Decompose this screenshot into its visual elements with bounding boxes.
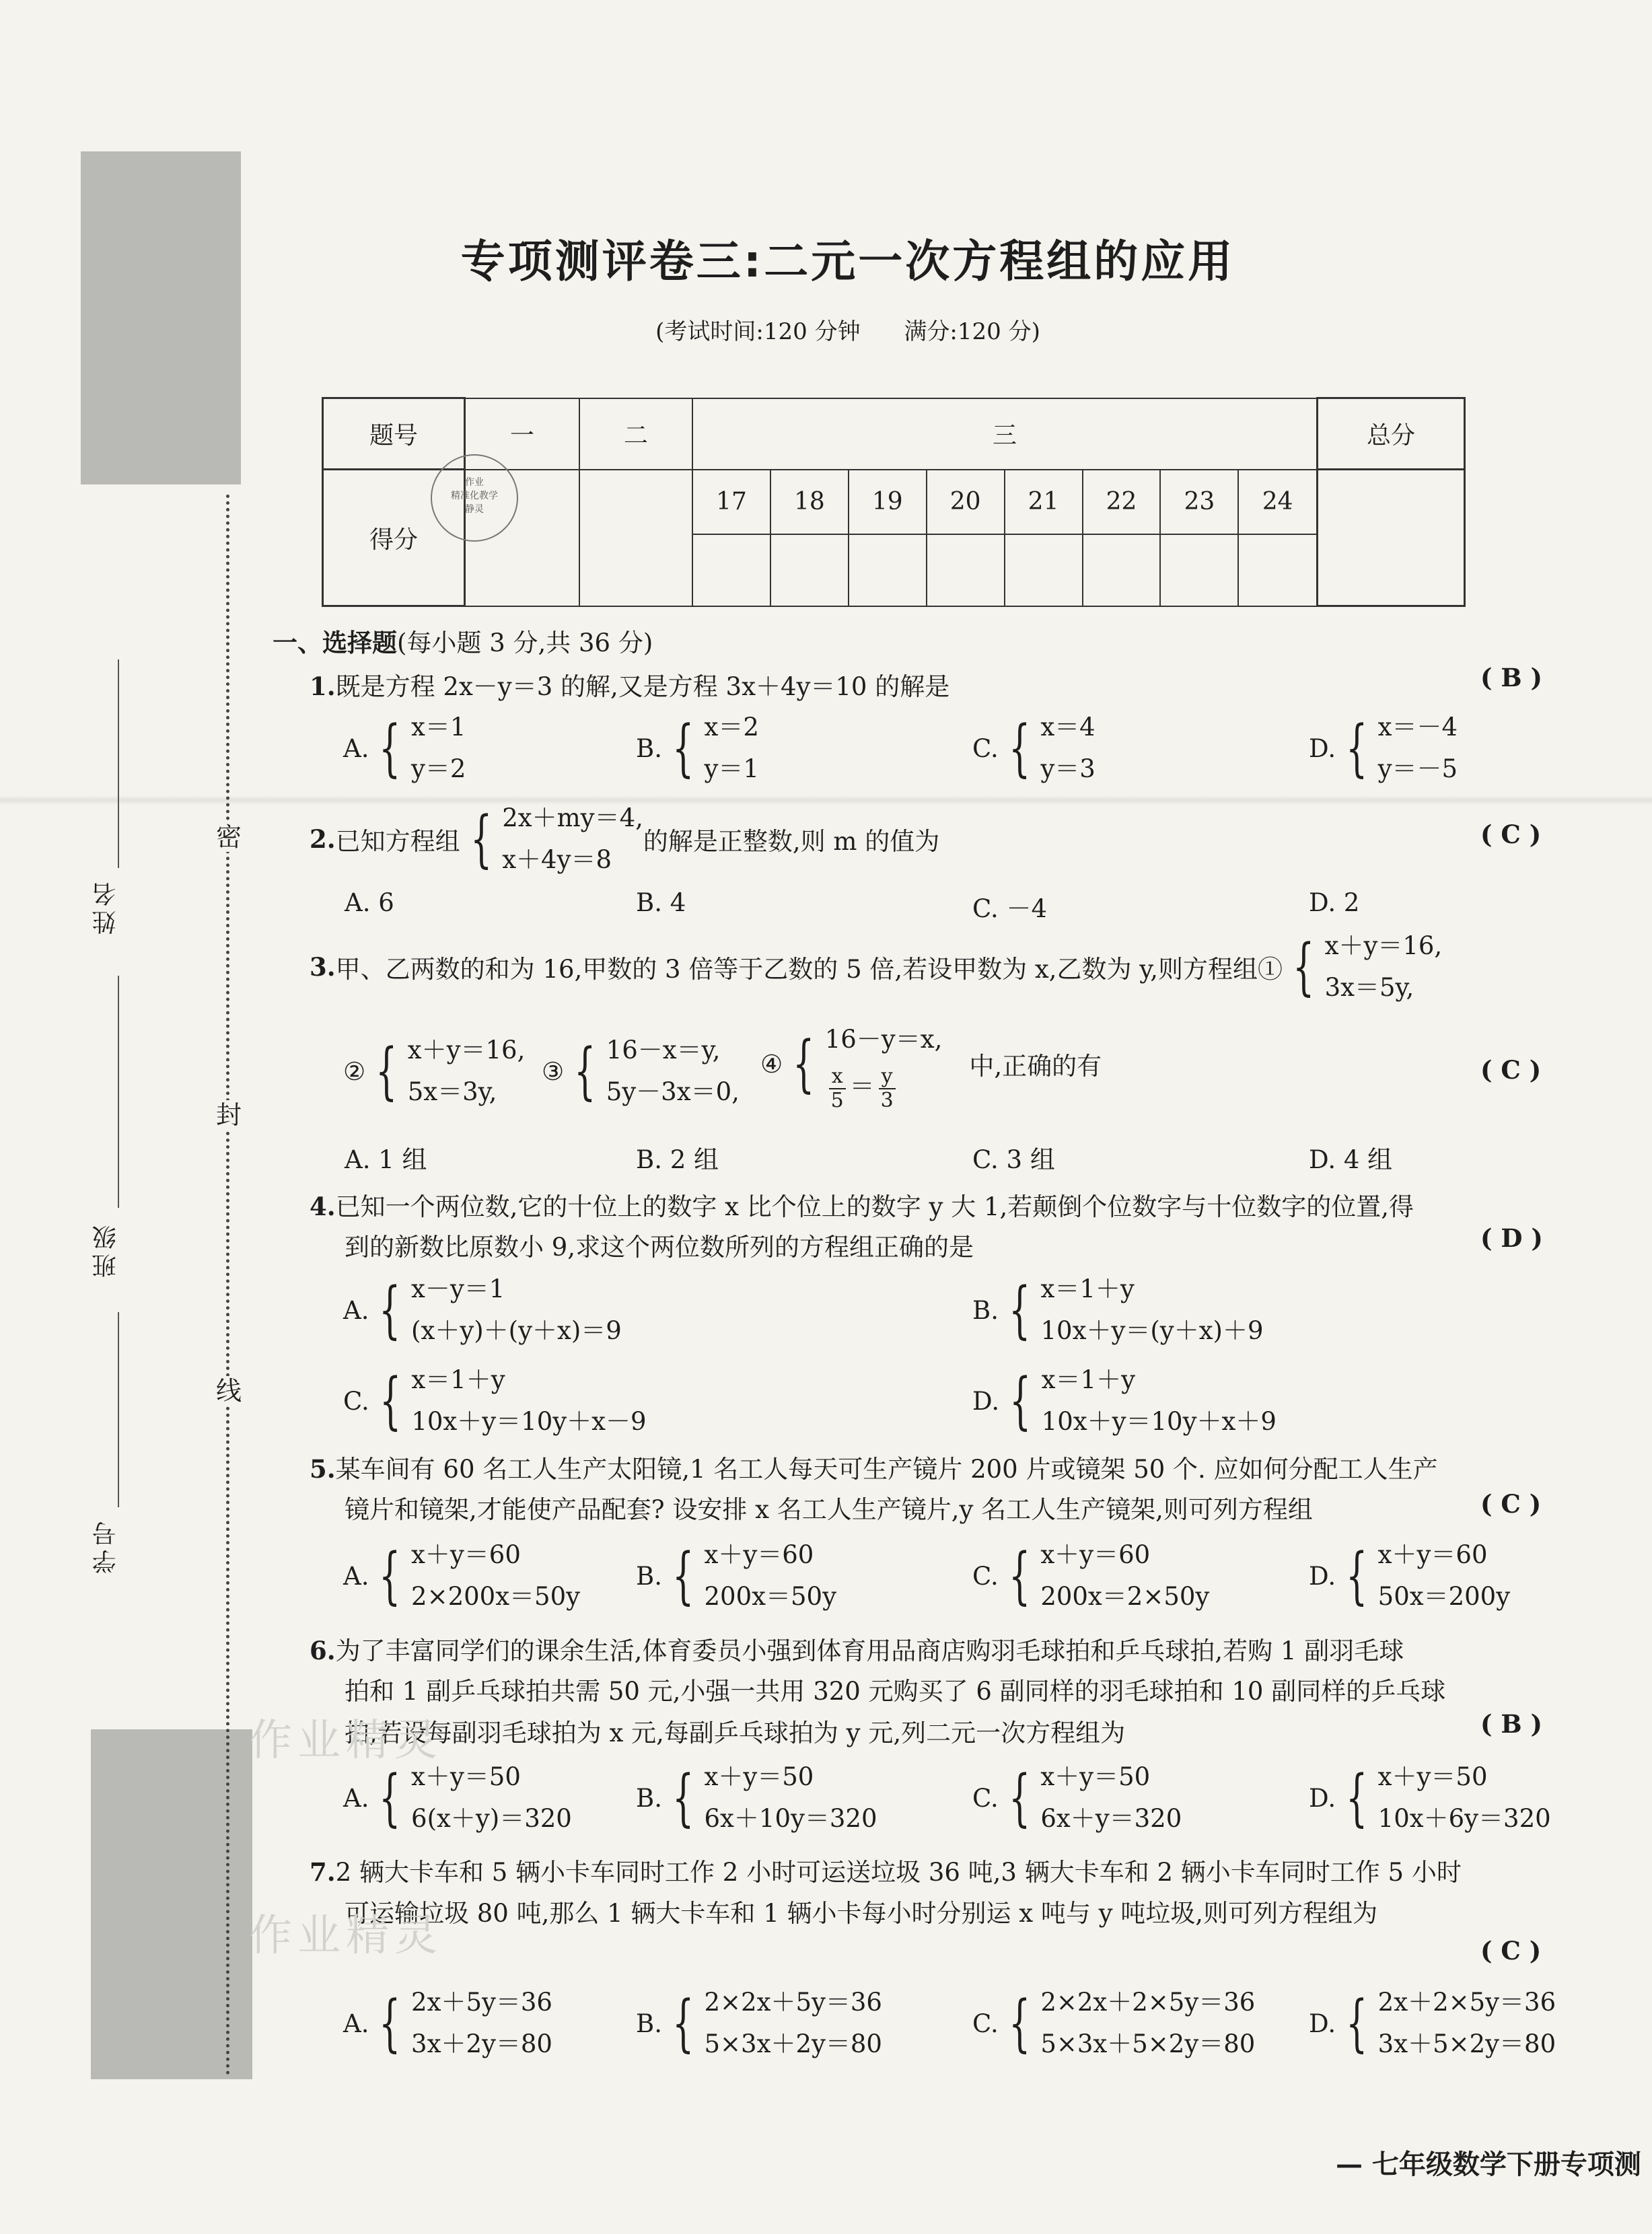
exam-info: (考试时间:120 分钟 满分:120 分) [655,318,1040,345]
question-2: 2. 已知方程组 { 2x＋my＝4, x＋4y＝8 的解是正整数,则 m 的值为 [310,803,940,875]
score-cell[interactable] [927,534,1005,606]
section-1-heading: 一、选择题(每小题 3 分,共 36 分) [273,628,653,657]
q1-option-b[interactable]: B. { x＝2 y＝1 [636,712,759,784]
q2-option-a[interactable]: A. 6 [345,888,394,917]
answer-5: ( C ) [1480,1489,1542,1519]
question-number: 21 [1005,470,1083,534]
q2-option-c[interactable]: C. －4 [972,894,1048,923]
score-cell[interactable] [1238,534,1317,606]
row-header-score: 得分 [323,470,465,606]
answer-6: ( B ) [1480,1709,1543,1739]
q3-system-4: ④ { 16－y＝x, $\frac{x}{5}$ ＝ $\frac{y}{3}$ 中,正确的有 [760,1025,1102,1112]
total-header: 总分 [1318,398,1465,470]
score-cell-section-2[interactable] [579,470,692,606]
q3-option-b[interactable]: B. 2 组 [636,1145,719,1174]
watermark: 作业精灵 [249,1911,443,1961]
name-label: 姓名 [92,878,120,935]
q5-option-a[interactable]: A. { x＋y＝60 2×200x＝50y [343,1540,581,1612]
question-4-line-1: 4.已知一个两位数,它的十位上的数字 x 比个位上的数字 y 大 1,若颠倒个位数字与十位数字的位置,得 [310,1192,1414,1221]
q5-option-c[interactable]: C. { x＋y＝60 200x＝2×50y [972,1540,1210,1612]
scan-grey-block-top [81,151,241,484]
q2-option-b[interactable]: B. 4 [636,888,686,917]
question-3: 3. 甲、乙两数的和为 16,甲数的 3 倍等于乙数的 5 倍,若设甲数为 x,乙数为 y,则方程组① { x＋y＝16, 3x＝5y, [310,931,1443,1003]
answer-1: ( B ) [1480,663,1543,692]
score-cell[interactable] [1005,534,1083,606]
row-header-question: 题号 [323,398,465,470]
q4-option-d[interactable]: D. { x＝1＋y 10x＋y＝10y＋x＋9 [972,1365,1277,1437]
question-1: 1.既是方程 2x－y＝3 的解,又是方程 3x＋4y＝10 的解是 [310,672,950,701]
q3-option-c[interactable]: C. 3 组 [972,1145,1055,1174]
q4-option-b[interactable]: B. { x＝1＋y 10x＋y＝(y＋x)＋9 [972,1274,1264,1346]
section-2-header: 二 [579,398,692,470]
score-cell-total[interactable] [1318,470,1465,606]
q1-option-c[interactable]: C. { x＝4 y＝3 [972,712,1096,784]
q7-option-d[interactable]: D. { 2x＋2×5y＝36 3x＋5×2y＝80 [1309,1987,1556,2059]
q6-option-c[interactable]: C. { x＋y＝50 6x＋y＝320 [972,1762,1182,1834]
q6-option-a[interactable]: A. { x＋y＝50 6(x＋y)＝320 [343,1762,572,1834]
seal-char-feng: 封 [214,1100,244,1130]
question-5-line-2: 镜片和镜架,才能使产品配套? 设安排 x 名工人生产镜片,y 名工人生产镜架,则可列方程组 [345,1495,1313,1524]
answer-4: ( D ) [1480,1223,1543,1253]
page-footer: — 七年级数学下册专项测 [1336,2149,1641,2180]
q6-option-b[interactable]: B. { x＋y＝50 6x＋10y＝320 [636,1762,877,1834]
class-label: 班级 [92,1221,120,1278]
question-5-line-1: 5.某车间有 60 名工人生产太阳镜,1 名工人每天可生产镜片 200 片或镜架 50 个. 应如何分配工人生产 [310,1454,1438,1484]
seal-char-xian: 线 [214,1376,244,1406]
question-7-line-2: 可运输垃圾 80 吨,那么 1 辆大卡车和 1 辆小卡每小时分别运 x 吨与 y 吨垃圾,则可列方程组为 [345,1899,1378,1928]
stamp-seal: 作业 精准化教学 静灵 [431,454,518,542]
score-cell[interactable] [1160,534,1238,606]
question-7-line-1: 7.2 辆大卡车和 5 辆小卡车同时工作 2 小时可运送垃圾 36 吨,3 辆大卡车和 2 辆小卡车同时工作 5 小时 [310,1857,1462,1887]
question-number: 17 [692,470,770,534]
class-line [118,976,119,1208]
binding-dotted-line [226,495,229,2076]
q7-option-c[interactable]: C. { 2×2x＋2×5y＝36 5×3x＋5×2y＝80 [972,1987,1256,2059]
q3-option-d[interactable]: D. 4 组 [1309,1145,1393,1174]
q2-option-d[interactable]: D. 2 [1309,888,1360,917]
q6-option-d[interactable]: D. { x＋y＝50 10x＋6y＝320 [1309,1762,1551,1834]
section-3-header: 三 [692,398,1318,470]
question-number: 19 [849,470,927,534]
student-id-line [118,1312,119,1507]
question-number: 22 [1083,470,1161,534]
answer-3: ( C ) [1480,1055,1542,1085]
seal-char-mi: 密 [214,822,244,852]
question-number: 18 [770,470,849,534]
answer-7: ( C ) [1480,1936,1542,1966]
question-6-line-1: 6.为了丰富同学们的课余生活,体育委员小强到体育用品商店购羽毛球拍和乒乓球拍,若购 1 副羽毛球 [310,1636,1404,1665]
question-6-line-2: 拍和 1 副乒乓球拍共需 50 元,小强一共用 320 元购买了 6 副同样的羽毛球拍和 10 副同样的乒乓球 [345,1677,1446,1706]
student-id-label: 学号 [92,1517,120,1574]
q7-option-a[interactable]: A. { 2x＋5y＝36 3x＋2y＝80 [343,1987,552,2059]
score-cell[interactable] [692,534,770,606]
answer-2: ( C ) [1480,820,1542,849]
q3-option-a[interactable]: A. 1 组 [345,1145,427,1174]
name-line [118,659,119,868]
page-title: 专项测评卷三:二元一次方程组的应用 [460,236,1235,287]
question-4-line-2: 到的新数比原数小 9,求这个两位数所列的方程组正确的是 [345,1233,974,1262]
q5-option-b[interactable]: B. { x＋y＝60 200x＝50y [636,1540,836,1612]
section-1-header: 一 [465,398,580,470]
score-cell[interactable] [770,534,849,606]
q4-option-c[interactable]: C. { x＝1＋y 10x＋y＝10y＋x－9 [343,1365,647,1437]
q5-option-d[interactable]: D. { x＋y＝60 50x＝200y [1309,1540,1511,1612]
q3-system-2: ② { x＋y＝16, 5x＝3y, [343,1035,526,1107]
q4-option-a[interactable]: A. { x－y＝1 (x＋y)＋(y＋x)＝9 [343,1274,622,1346]
question-6-line-3: 拍,若设每副羽毛球拍为 x 元,每副乒乓球拍为 y 元,列二元一次方程组为 [345,1719,1126,1747]
q1-option-d[interactable]: D. { x＝－4 y＝－5 [1309,712,1458,784]
watermark: 作业精灵 [249,1716,443,1766]
q7-option-b[interactable]: B. { 2×2x＋5y＝36 5×3x＋2y＝80 [636,1987,882,2059]
q1-option-a[interactable]: A. { x＝1 y＝2 [343,712,466,784]
question-number: 23 [1160,470,1238,534]
q3-system-3: ③ { 16－x＝y, 5y－3x＝0, [542,1035,740,1107]
score-cell[interactable] [849,534,927,606]
question-number: 24 [1238,470,1317,534]
score-cell[interactable] [1083,534,1161,606]
question-number: 20 [927,470,1005,534]
